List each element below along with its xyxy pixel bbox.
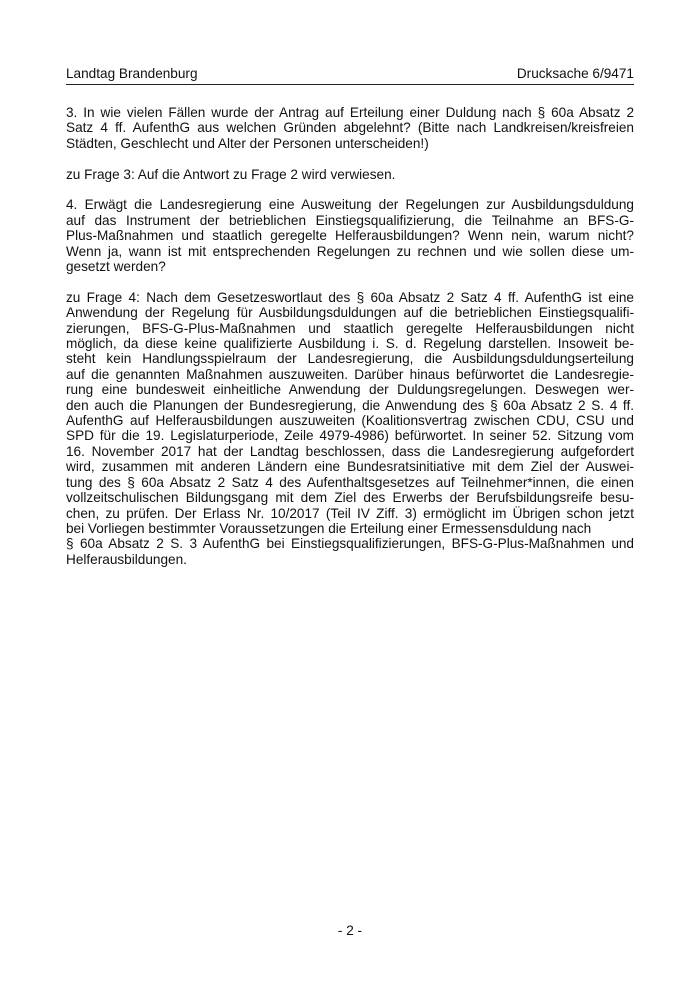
text-line: Satz 4 ff. AufenthG aus welchen Gründen abgelehnt? (Bitte nach Landkreisen/kreisfreien: [66, 120, 634, 136]
text-line: steht kein Handlungsspielraum der Landesregierung, die Ausbildungsduldungserteilung: [66, 351, 634, 367]
header-document-number: Drucksache 6/9471: [516, 66, 634, 81]
text-line: Wenn ja, wann ist mit entsprechenden Regelungen zu rechnen und wie sollen diese um-: [66, 243, 634, 259]
text-line: den auch die Planungen der Bundesregierung, die Anwendung des § 60a Absatz 2 S. 4 ff.: [66, 397, 634, 413]
text-line: Anwendung der Regelung für Ausbildungsduldungen auf die betrieblichen Einstiegsqualifi-: [66, 305, 634, 321]
document-body: [66, 105, 634, 583]
text-line: Städten, Geschlecht und Alter der Personen unterscheiden!): [66, 135, 429, 151]
text-line: auf das Instrument der betrieblichen Einstiegsqualifizierung, die Teilnahme an BFS-G-: [66, 212, 634, 228]
text-line: Helferausbildungen.: [66, 551, 187, 567]
text-line: 4. Erwägt die Landesregierung eine Ausweitung der Regelungen zur Ausbildungsduldung: [66, 197, 634, 213]
text-line: Plus-Maßnahmen und staatlich geregelte Helferausbildungen? Wenn nein, warum nicht?: [66, 228, 634, 244]
header-parliament-name: Landtag Brandenburg: [66, 66, 198, 81]
text-line: wird, zusammen mit anderen Ländern eine Bundesratsinitiative mit dem Ziel der Auswei-: [66, 459, 634, 475]
text-line: bei Vorliegen bestimmter Voraussetzungen die Erteilung einer Ermessensduldung nach: [66, 520, 592, 536]
page-number: - 2 -: [337, 923, 363, 938]
answer-3-paragraph: [66, 167, 634, 182]
text-line: auf die genannten Maßnahmen auszuweiten. Darüber hinaus befürwortet die Landesregie-: [66, 366, 634, 382]
text-line: zu Frage 3: Auf die Antwort zu Frage 2 wird verwiesen.: [66, 166, 396, 182]
text-line: AufenthG auf Helferausbildungen auszuweiten (Koalitionsvertrag zwischen CDU, CSU und: [66, 413, 634, 429]
answer-4-paragraph: [66, 290, 634, 567]
page-header: [66, 66, 634, 85]
question-4-paragraph: [66, 197, 634, 274]
text-line: vollzeitschulischen Bildungsgang mit dem Ziel des Erwerbs der Berufsbildungsreife besu-: [66, 490, 634, 506]
text-line: SPD für die 19. Legislaturperiode, Zeile 4979-4986) befürwortet. In seiner 52. Sitzung vom: [66, 428, 634, 444]
text-line: gesetzt werden?: [66, 259, 166, 275]
text-line: zierungen, BFS-G-Plus-Maßnahmen und staatlich geregelte Helferausbildungen nicht: [66, 320, 634, 336]
question-3-paragraph: [66, 105, 634, 151]
text-line: rung eine bundesweit einheitliche Anwendung der Duldungsregelungen. Deswegen wer-: [66, 382, 634, 398]
text-line: möglich, da diese keine qualifizierte Ausbildung i. S. d. Regelung darstellen. Insoweit be-: [66, 336, 634, 352]
text-line: chen, zu prüfen. Der Erlass Nr. 10/2017 (Teil IV Ziff. 3) ermöglicht im Übrigen schon jetzt: [66, 505, 634, 521]
text-line: § 60a Absatz 2 S. 3 AufenthG bei Einstiegsqualifizierungen, BFS-G-Plus-Maßnahmen und: [66, 536, 634, 552]
text-line: 16. November 2017 hat der Landtag beschlossen, dass die Landesregierung aufgefordert: [66, 443, 634, 459]
text-line: zu Frage 4: Nach dem Gesetzeswortlaut des § 60a Absatz 2 Satz 4 ff. AufenthG ist eine: [66, 289, 634, 305]
text-line: tung des § 60a Absatz 2 Satz 4 des Aufenthaltsgesetzes auf Teilnehmer*innen, die einen: [66, 474, 634, 490]
text-line: 3. In wie vielen Fällen wurde der Antrag auf Erteilung einer Duldung nach § 60a Absatz 2: [66, 105, 634, 120]
